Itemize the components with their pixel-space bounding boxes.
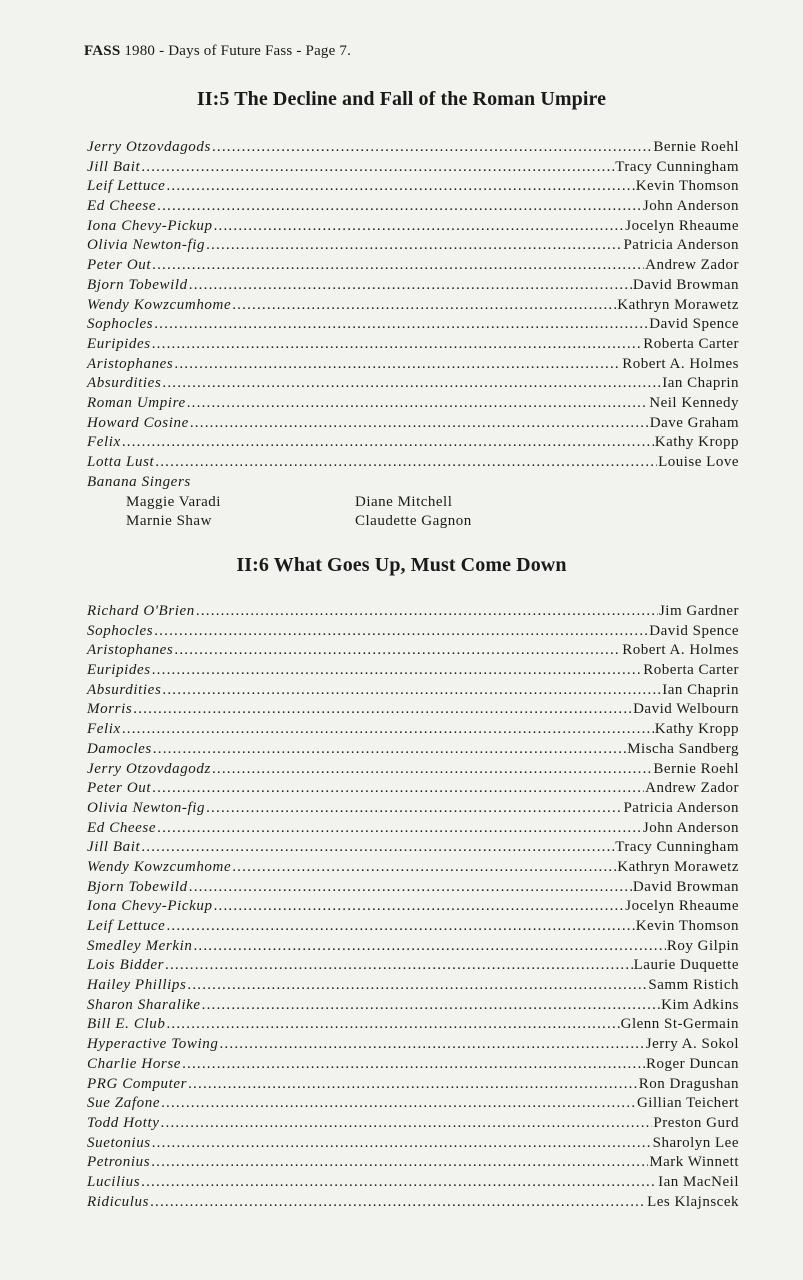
actor-name: Roberta Carter [643,662,739,679]
dot-leader [162,374,661,394]
dot-leader [153,740,626,760]
dot-leader [190,414,649,434]
dot-leader [219,1035,644,1055]
cast-row [87,878,739,898]
role-name: Sophocles [87,316,154,333]
dot-leader [152,1134,652,1154]
actor-name: David Spence [649,622,739,639]
cast-row [87,138,739,158]
cast-row [87,681,739,701]
actor-name: Neil Kennedy [649,394,739,411]
role-name: Aristophanes [87,642,174,659]
cast-row [87,917,739,937]
role-name: PRG Computer [87,1075,188,1092]
dot-leader [157,197,642,217]
group-member: Maggie Varadi [126,493,221,510]
dot-leader [214,897,625,917]
role-name: Jill Bait [87,158,141,175]
role-name: Hailey Phillips [87,977,187,994]
role-name: Leif Lettuce [87,178,166,195]
cast-row [87,1035,739,1055]
cast-row [87,355,739,375]
role-name: Roman Umpire [87,394,186,411]
dot-leader [151,1153,648,1173]
role-name: Hyperactive Towing [87,1036,219,1053]
dot-leader [154,622,648,642]
cast-row [87,779,739,799]
dot-leader [150,1193,646,1213]
group-title: Banana Singers [87,474,191,490]
cast-row [87,276,739,296]
role-name: Olivia Newton-fig [87,237,206,254]
role-name: Leif Lettuce [87,918,166,934]
role-name: Sharon Sharalike [87,996,201,1013]
dot-leader [133,700,632,720]
actor-name: David Browman [632,878,739,895]
cast-row [87,622,739,642]
actor-name: John Anderson [642,198,739,215]
actor-name: Kathy Kropp [654,434,739,451]
role-name: Lucilius [87,1173,141,1190]
actor-name: John Anderson [642,819,739,836]
role-name: Howard Cosine [87,414,189,431]
role-name: Felix [87,721,121,738]
section-1-title: II:5 The Decline and Fall of the Roman Umpire [196,88,607,110]
dot-leader [189,878,632,898]
role-name: Wendy Kowzcumhome [87,858,232,875]
actor-name: Dave Graham [649,414,739,431]
role-name: Bjorn Tobewild [87,878,188,895]
cast-row [87,1193,739,1213]
cast-row [87,374,739,394]
actor-name: Bernie Roehl [653,139,739,155]
cast-row [87,1114,739,1134]
role-name: Aristophanes [87,355,174,372]
role-name: Bjorn Tobewild [87,276,188,293]
actor-name: Laurie Duquette [633,957,739,974]
role-name: Iona Chevy-Pickup [87,898,213,915]
cast-row [87,433,739,453]
role-name: Peter Out [87,780,152,797]
role-name: Peter Out [87,257,152,274]
dot-leader [206,236,622,256]
role-name: Charlie Horse [87,1055,182,1072]
cast-row [87,217,739,237]
cast-row [87,394,739,414]
dot-leader [232,858,616,878]
actor-name: Andrew Zador [645,257,739,274]
actor-name: Kim Adkins [661,996,739,1013]
actor-name: Roger Duncan [645,1055,739,1072]
cast-row [87,414,739,434]
actor-name: Kevin Thomson [635,918,739,934]
dot-leader [152,661,643,681]
role-name: Morris [87,701,133,718]
cast-row [87,760,739,780]
role-name: Sophocles [87,622,154,639]
dot-leader [157,819,642,839]
actor-name: Roberta Carter [643,335,739,352]
dot-leader [166,1015,619,1035]
dot-leader [141,1173,657,1193]
cast-row [87,720,739,740]
cast-row [87,838,739,858]
actor-name: Patricia Anderson [623,237,739,254]
role-name: Ed Cheese [87,819,157,836]
actor-name: David Spence [649,316,739,333]
cast-row [87,602,739,622]
actor-name: Robert A. Holmes [622,355,739,372]
role-name: Smedley Merkin [87,937,193,954]
cast-row [87,197,739,217]
cast-row [87,996,739,1016]
role-name: Sue Zafone [87,1095,161,1112]
actor-name: Jocelyn Rheaume [625,217,739,234]
dot-leader [212,138,652,158]
dot-leader [182,1055,645,1075]
group-member: Marnie Shaw [126,513,212,530]
dot-leader [161,1094,636,1114]
dot-leader [214,217,625,237]
actor-name: Ian Chaprin [662,681,739,698]
role-name: Absurdities [87,375,162,392]
dot-leader [212,760,652,780]
cast-row [87,1075,739,1095]
group-member: Diane Mitchell [355,493,453,510]
actor-name: Bernie Roehl [653,760,739,777]
actor-name: Mischa Sandberg [627,740,739,757]
dot-leader [122,720,654,740]
actor-name: Louise Love [658,454,739,470]
dot-leader [141,158,614,178]
actor-name: Kathryn Morawetz [617,858,739,875]
section-2-title: II:6 What Goes Up, Must Come Down [236,554,567,576]
dot-leader [155,453,657,473]
cast-row [87,700,739,720]
dot-leader [166,177,634,197]
actor-name: Preston Gurd [653,1114,739,1131]
actor-name: Tracy Cunningham [615,158,739,175]
section-1-cast-list [87,138,739,473]
role-name: Felix [87,434,121,451]
role-name: Lois Bidder [87,957,165,974]
dot-leader [152,779,644,799]
actor-name: Jim Gardner [658,603,739,619]
group-members [87,493,739,532]
cast-row [87,937,739,957]
cast-row [87,956,739,976]
actor-name: Kathryn Morawetz [617,296,739,313]
actor-name: Kevin Thomson [635,178,739,195]
cast-row [87,1094,739,1114]
cast-row [87,740,739,760]
cast-row [87,819,739,839]
actor-name: Gillian Teichert [636,1095,739,1112]
cast-row [87,858,739,878]
cast-row [87,453,739,473]
role-name: Damocles [87,740,152,757]
dot-leader [152,335,643,355]
actor-name: Roy Gilpin [666,937,739,954]
role-name: Todd Hotty [87,1114,160,1131]
cast-row [87,1173,739,1193]
role-name: Ridiculus [87,1193,150,1210]
role-name: Jerry Otzovdagods [87,139,211,155]
page-header [84,43,351,60]
dot-leader [162,681,661,701]
group-member: Claudette Gagnon [355,513,472,530]
dot-leader [206,799,622,819]
dot-leader [154,315,648,335]
cast-row [87,315,739,335]
role-name: Bill E. Club [87,1016,166,1033]
dot-leader [196,602,658,622]
cast-row [87,256,739,276]
actor-name: Jerry A. Sokol [645,1036,739,1053]
cast-row [87,661,739,681]
dot-leader [122,433,654,453]
dot-leader [187,394,649,414]
actor-name: Sharolyn Lee [652,1134,739,1151]
cast-row [87,1015,739,1035]
actor-name: Ian MacNeil [658,1173,739,1190]
cast-row [87,976,739,996]
actor-name: David Browman [632,276,739,293]
section-2-cast-list [87,602,739,1212]
actor-name: Glenn St-Germain [620,1016,739,1033]
actor-name: Jocelyn Rheaume [625,898,739,915]
role-name: Olivia Newton-fig [87,799,206,816]
dot-leader [202,996,660,1016]
role-name: Absurdities [87,681,162,698]
role-name: Jerry Otzovdagodz [87,760,211,777]
dot-leader [189,276,632,296]
cast-row [87,1134,739,1154]
actor-name: Mark Winnett [649,1154,739,1171]
role-name: Richard O'Brien [87,603,195,619]
role-name: Iona Chevy-Pickup [87,217,213,234]
role-name: Euripides [87,335,151,352]
role-name: Wendy Kowzcumhome [87,296,232,313]
role-name: Petronius [87,1154,151,1171]
role-name: Lotta Lust [87,454,155,470]
actor-name: Ian Chaprin [662,375,739,392]
dot-leader [174,641,621,661]
role-name: Jill Bait [87,839,141,856]
role-name: Suetonius [87,1134,151,1151]
cast-row [87,1153,739,1173]
cast-row [87,296,739,316]
cast-row [87,1055,739,1075]
role-name: Ed Cheese [87,198,157,215]
actor-name: Robert A. Holmes [622,642,739,659]
header-fass: FASS [84,43,121,59]
cast-row [87,177,739,197]
dot-leader [141,838,614,858]
dot-leader [232,296,616,316]
dot-leader [165,956,633,976]
actor-name: Patricia Anderson [623,799,739,816]
actor-name: David Welbourn [633,701,739,718]
dot-leader [152,256,644,276]
cast-row [87,641,739,661]
cast-row [87,236,739,256]
cast-row [87,799,739,819]
actor-name: Les Klajnscek [647,1193,739,1210]
dot-leader [161,1114,653,1134]
header-text: 1980 - Days of Future Fass - Page 7. [124,43,352,59]
dot-leader [188,1075,638,1095]
actor-name: Kathy Kropp [654,721,739,738]
actor-name: Ron Dragushan [638,1075,739,1092]
banana-singers-group [87,473,739,532]
dot-leader [187,976,647,996]
dot-leader [193,937,665,957]
dot-leader [166,917,634,937]
cast-row [87,335,739,355]
cast-row [87,158,739,178]
role-name: Euripides [87,662,151,679]
actor-name: Samm Ristich [648,977,739,994]
dot-leader [174,355,621,375]
actor-name: Tracy Cunningham [615,839,739,856]
cast-row [87,897,739,917]
actor-name: Andrew Zador [645,780,739,797]
